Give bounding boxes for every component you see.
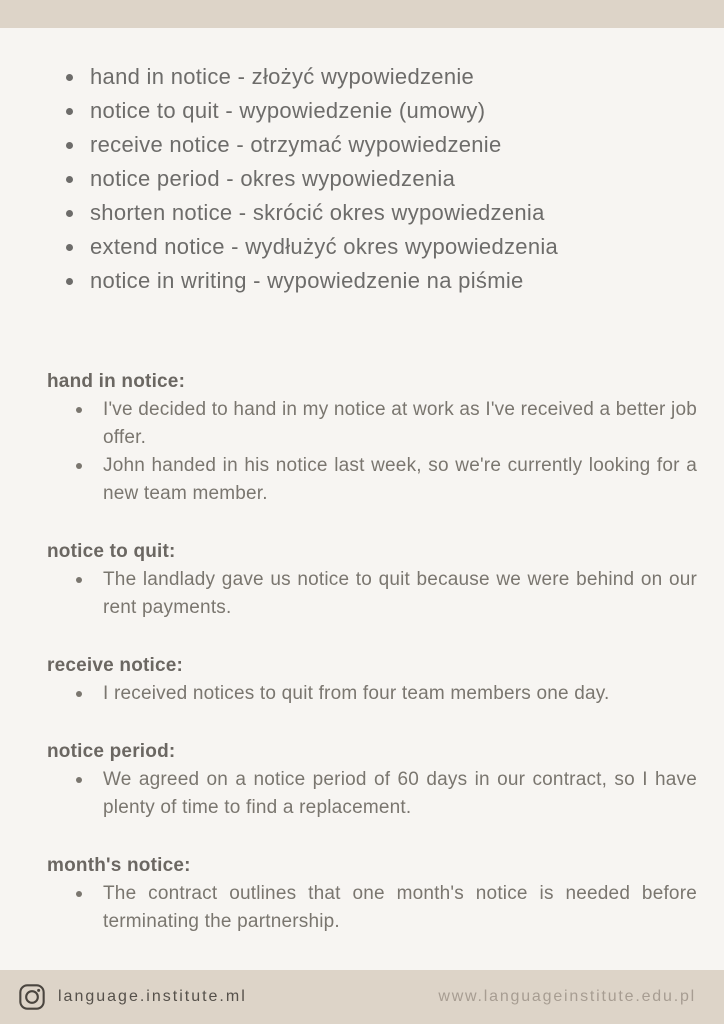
section-heading: notice period: (47, 741, 176, 762)
vocab-section (47, 368, 697, 508)
footer-website: www.languageinstitute.edu.pl (438, 988, 696, 1005)
vocab-section (47, 852, 697, 936)
example-sentence: The landlady gave us notice to quit because we were behind on our rent payments. (47, 566, 697, 622)
vocab-section (47, 652, 697, 708)
example-list (47, 766, 697, 822)
vocab-item: notice period - okres wypowiedzenia (47, 162, 697, 196)
example-list (47, 680, 697, 708)
vocab-item: extend notice - wydłużyć okres wypowiedzenia (47, 230, 697, 264)
example-list (47, 396, 697, 508)
vocab-item: hand in notice - złożyć wypowiedzenie (47, 60, 697, 94)
section-heading: notice to quit: (47, 541, 176, 562)
footer-bar (0, 970, 724, 1024)
vocab-item: shorten notice - skrócić okres wypowiedzenia (47, 196, 697, 230)
vocab-item: notice in writing - wypowiedzenie na piśmie (47, 264, 697, 298)
vocab-section (47, 738, 697, 822)
instagram-handle: language.institute.ml (58, 988, 247, 1005)
section-heading: hand in notice: (47, 371, 186, 392)
vocab-item: receive notice - otrzymać wypowiedzenie (47, 128, 697, 162)
example-sentence: John handed in his notice last week, so we're currently looking for a new team member. (47, 452, 697, 508)
top-bar (0, 0, 724, 28)
example-sentence: We agreed on a notice period of 60 days in our contract, so I have plenty of time to find a replacement. (47, 766, 697, 822)
vocab-list (47, 60, 697, 298)
example-list (47, 566, 697, 622)
example-sentence: I received notices to quit from four team members one day. (47, 680, 697, 708)
section-heading: month's notice: (47, 855, 191, 876)
footer-left (18, 983, 247, 1011)
sections-container (47, 368, 697, 936)
section-heading: receive notice: (47, 655, 184, 676)
example-sentence: The contract outlines that one month's notice is needed before terminating the partnership. (47, 880, 697, 936)
instagram-icon (18, 983, 46, 1011)
example-list (47, 880, 697, 936)
content-area (0, 28, 724, 966)
vocab-section (47, 538, 697, 622)
vocab-item: notice to quit - wypowiedzenie (umowy) (47, 94, 697, 128)
example-sentence: I've decided to hand in my notice at work as I've received a better job offer. (47, 396, 697, 452)
